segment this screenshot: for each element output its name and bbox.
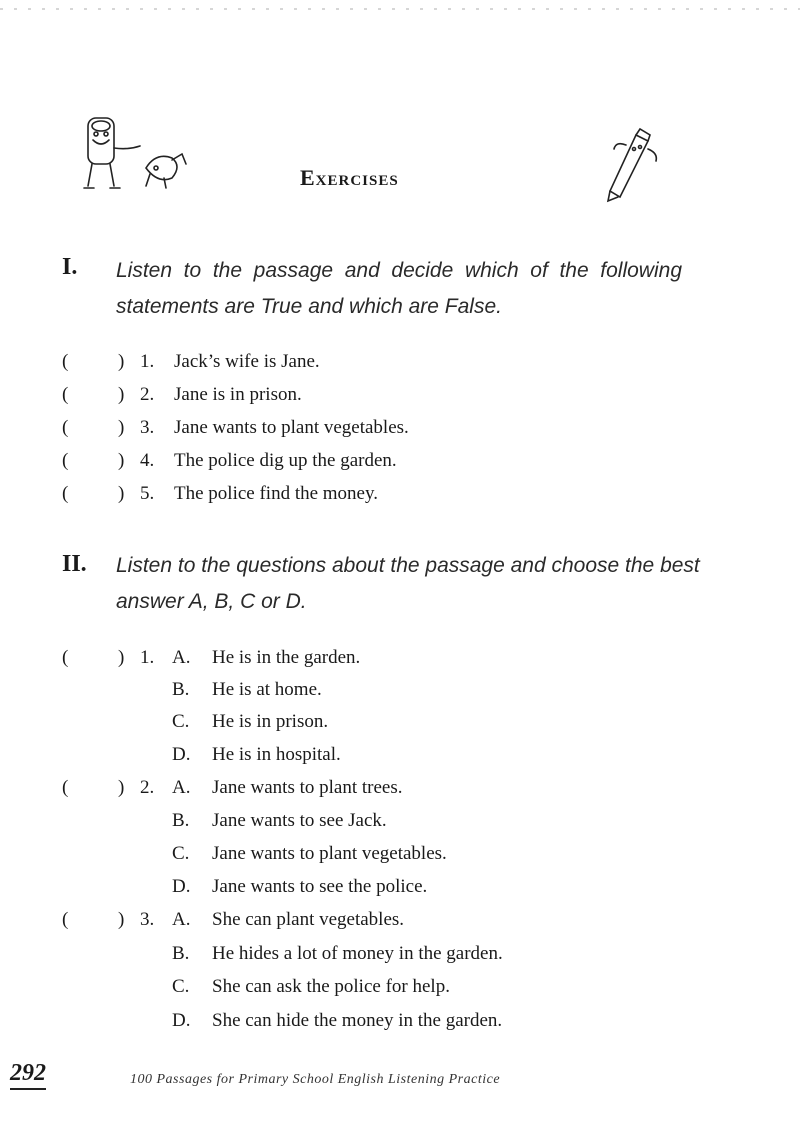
section-1-number: I. — [62, 254, 78, 280]
option-text: Jane wants to see Jack. — [212, 810, 387, 831]
true-false-item — [0, 380, 800, 410]
option-text: He is in prison. — [212, 711, 329, 732]
true-false-item — [0, 413, 800, 443]
option-letter: C. — [172, 976, 190, 997]
page-title: Exercises — [300, 165, 399, 190]
option-row — [0, 872, 800, 902]
answer-blank-close: ) — [118, 909, 125, 930]
answer-blank-close: ) — [118, 777, 125, 798]
answer-blank-open[interactable]: ( — [62, 384, 69, 405]
item-statement: The police dig up the garden. — [174, 450, 397, 471]
option-letter: C. — [172, 843, 190, 864]
option-letter: B. — [172, 943, 190, 964]
option-row — [0, 972, 800, 1002]
option-letter: A. — [172, 647, 191, 668]
answer-blank-close: ) — [118, 384, 125, 405]
option-row — [0, 839, 800, 869]
question-number: 3. — [140, 909, 155, 930]
option-letter: A. — [172, 909, 191, 930]
section-2-number: II. — [62, 551, 87, 577]
item-number: 4. — [140, 450, 155, 471]
section-2-instruction: Listen to the questions about the passage and choose the best answer A, B, C or D. — [116, 554, 700, 613]
true-false-item — [0, 446, 800, 476]
item-number: 2. — [140, 384, 155, 405]
option-letter: D. — [172, 744, 191, 765]
book-title: 100 Passages for Primary School English Listening Practice — [130, 1072, 501, 1087]
true-false-item — [0, 479, 800, 509]
item-statement: Jack’s wife is Jane. — [174, 351, 320, 372]
item-statement: The police find the money. — [174, 483, 379, 504]
question-row — [0, 905, 800, 935]
answer-blank-close: ) — [118, 647, 125, 668]
page-number: 292 — [10, 1060, 46, 1090]
item-number: 5. — [140, 483, 155, 504]
answer-blank-open[interactable]: ( — [62, 351, 69, 372]
answer-blank-open[interactable]: ( — [62, 777, 69, 798]
option-row — [0, 740, 800, 770]
option-text: He hides a lot of money in the garden. — [212, 943, 503, 964]
item-statement: Jane wants to plant vegetables. — [174, 417, 409, 438]
question-row — [0, 773, 800, 803]
answer-blank-open[interactable]: ( — [62, 909, 69, 930]
answer-blank-open[interactable]: ( — [62, 450, 69, 471]
option-row — [0, 806, 800, 836]
question-number: 1. — [140, 647, 155, 668]
answer-blank-open[interactable]: ( — [62, 417, 69, 438]
answer-blank-close: ) — [118, 450, 125, 471]
option-text: Jane wants to plant trees. — [212, 777, 403, 798]
section-1-instruction: Listen to the passage and decide which of the following statements are True and which are False. — [116, 259, 682, 318]
option-row — [0, 675, 800, 705]
true-false-item — [0, 347, 800, 377]
item-statement: Jane is in prison. — [174, 384, 302, 405]
answer-blank-open[interactable]: ( — [62, 647, 69, 668]
option-text: Jane wants to see the police. — [212, 876, 428, 897]
answer-blank-close: ) — [118, 351, 125, 372]
option-text: He is in hospital. — [212, 744, 341, 765]
option-text: She can ask the police for help. — [212, 976, 450, 997]
option-text: He is in the garden. — [212, 647, 361, 668]
answer-blank-close: ) — [118, 483, 125, 504]
option-letter: A. — [172, 777, 191, 798]
question-number: 2. — [140, 777, 155, 798]
cartoon-pencil-icon — [596, 125, 676, 205]
option-row — [0, 707, 800, 737]
answer-blank-open[interactable]: ( — [62, 483, 69, 504]
cartoon-telephone-icon — [80, 112, 200, 202]
option-text: She can plant vegetables. — [212, 909, 405, 930]
option-letter: B. — [172, 679, 190, 700]
item-number: 1. — [140, 351, 155, 372]
option-letter: D. — [172, 1010, 191, 1031]
option-row — [0, 939, 800, 969]
option-text: He is at home. — [212, 679, 322, 700]
answer-blank-close: ) — [118, 417, 125, 438]
option-row — [0, 1006, 800, 1036]
item-number: 3. — [140, 417, 155, 438]
scan-top-edge — [0, 8, 800, 10]
option-letter: D. — [172, 876, 191, 897]
option-text: Jane wants to plant vegetables. — [212, 843, 447, 864]
question-row — [0, 643, 800, 673]
option-letter: C. — [172, 711, 190, 732]
option-text: She can hide the money in the garden. — [212, 1010, 503, 1031]
option-letter: B. — [172, 810, 190, 831]
